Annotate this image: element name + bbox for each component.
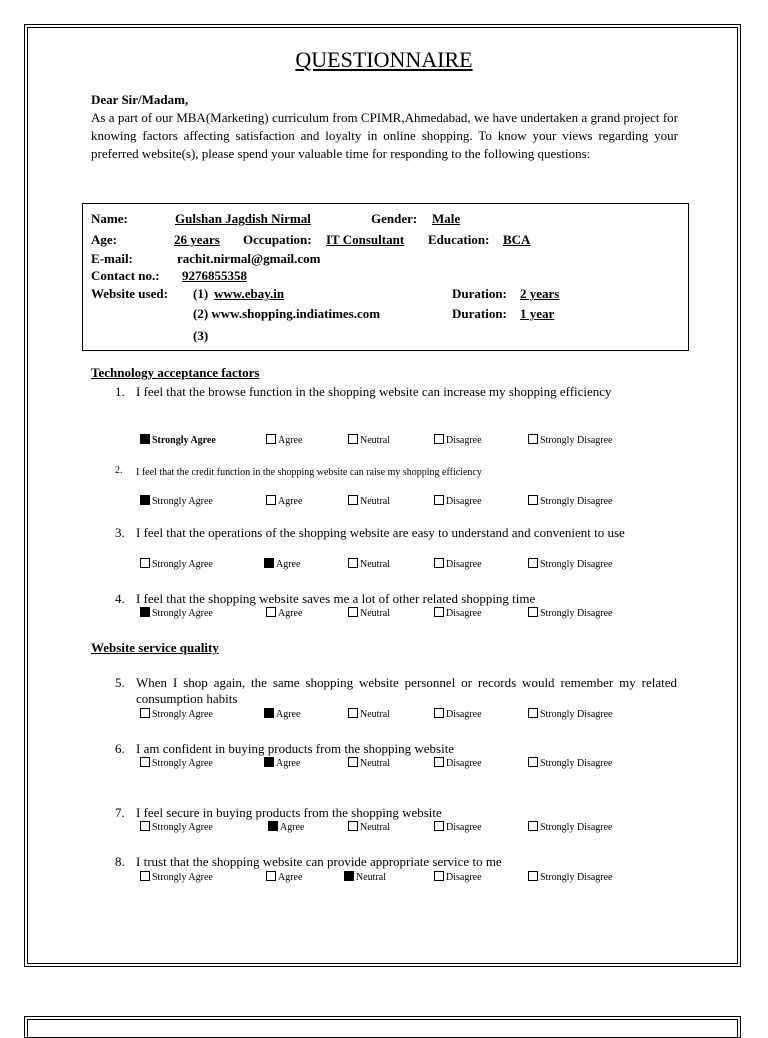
option-strongly-disagree[interactable]: [528, 708, 613, 720]
option-label: Agree: [278, 496, 303, 507]
checkbox[interactable]: [140, 871, 150, 881]
option-label: Strongly Agree: [152, 709, 213, 720]
option-label: Neutral: [360, 608, 390, 619]
age-label: Age:: [91, 232, 117, 247]
option-label: Strongly Disagree: [540, 758, 613, 769]
option-label: Neutral: [360, 758, 390, 769]
question-number: 3.: [115, 525, 125, 540]
option-strongly-disagree[interactable]: [528, 495, 613, 507]
option-label: Agree: [276, 709, 301, 720]
email-label: E-mail:: [91, 251, 133, 266]
occupation-label: Occupation:: [243, 232, 312, 247]
option-label: Agree: [280, 822, 305, 833]
option-disagree[interactable]: [434, 821, 482, 833]
option-agree[interactable]: [264, 558, 300, 570]
checkbox[interactable]: [344, 871, 354, 881]
site1-value: www.ebay.in: [214, 286, 285, 301]
email-value: rachit.nirmal@gmail.com: [177, 251, 321, 266]
option-strongly-disagree[interactable]: [528, 434, 613, 446]
site3-value: (3): [193, 328, 209, 343]
option-label: Neutral: [360, 709, 390, 720]
question-text: I feel that the shopping website saves me a lot of other related shopping time: [136, 591, 536, 606]
option-neutral[interactable]: [348, 708, 390, 720]
option-label: Strongly Agree: [152, 872, 213, 883]
option-agree[interactable]: [264, 708, 300, 720]
option-strongly-disagree[interactable]: [528, 757, 613, 769]
website-label: Website used:: [91, 286, 168, 301]
question-text: I feel that the operations of the shopping website are easy to understand and convenient to use: [136, 525, 625, 540]
checkbox[interactable]: [266, 434, 276, 444]
option-strongly-disagree[interactable]: [528, 821, 613, 833]
salutation: Dear Sir/Madam,: [91, 92, 189, 107]
option-agree[interactable]: [268, 821, 304, 833]
checkbox[interactable]: [140, 434, 150, 444]
gender-label: Gender:: [371, 211, 418, 226]
option-agree[interactable]: [266, 495, 302, 507]
option-label: Strongly Disagree: [540, 435, 613, 446]
option-label: Disagree: [446, 608, 482, 619]
checkbox[interactable]: [348, 708, 358, 718]
occupation-value: IT Consultant: [326, 232, 405, 247]
checkbox[interactable]: [140, 708, 150, 718]
option-strongly-agree[interactable]: [140, 821, 213, 833]
option-agree[interactable]: [264, 757, 300, 769]
next-page-border: [24, 1016, 741, 1038]
question-number: 7.: [115, 805, 125, 820]
checkbox[interactable]: [140, 607, 150, 617]
checkbox[interactable]: [434, 821, 444, 831]
option-label: Neutral: [360, 559, 390, 570]
page-title: QUESTIONNAIRE: [295, 47, 473, 72]
option-strongly-disagree[interactable]: [528, 558, 613, 570]
section-technology-acceptance: Technology acceptance factors: [91, 365, 260, 380]
checkbox[interactable]: [266, 871, 276, 881]
option-label: Strongly Disagree: [540, 608, 613, 619]
contact-value: 9276855358: [182, 268, 247, 283]
checkbox[interactable]: [434, 495, 444, 505]
option-strongly-agree[interactable]: [140, 871, 213, 883]
option-label: Strongly Agree: [152, 758, 213, 769]
checkbox[interactable]: [268, 821, 278, 831]
checkbox[interactable]: [266, 495, 276, 505]
checkbox[interactable]: [528, 821, 538, 831]
option-label: Neutral: [356, 872, 386, 883]
option-strongly-agree[interactable]: [140, 757, 213, 769]
option-disagree[interactable]: [434, 607, 482, 619]
education-label: Education:: [428, 232, 490, 247]
option-agree[interactable]: [266, 871, 302, 883]
gender-value: Male: [432, 211, 461, 226]
checkbox[interactable]: [264, 558, 274, 568]
checkbox[interactable]: [434, 708, 444, 718]
question-number: 1.: [115, 384, 125, 399]
option-strongly-agree[interactable]: [140, 708, 213, 720]
option-disagree[interactable]: [434, 558, 482, 570]
checkbox[interactable]: [348, 607, 358, 617]
checkbox[interactable]: [528, 558, 538, 568]
option-strongly-agree[interactable]: [140, 558, 213, 570]
option-strongly-disagree[interactable]: [528, 607, 613, 619]
duration1-value: 2 years: [520, 286, 560, 301]
option-label: Strongly Disagree: [540, 559, 613, 570]
question-number: 2.: [115, 465, 123, 476]
option-neutral[interactable]: [348, 757, 390, 769]
question-number: 4.: [115, 591, 125, 606]
question-number: 8.: [115, 854, 125, 869]
option-label: Disagree: [446, 435, 482, 446]
option-label: Strongly Agree: [152, 608, 213, 619]
option-disagree[interactable]: [434, 757, 482, 769]
question-text: I feel that the browse function in the shopping website can increase my shopping efficiency: [136, 384, 612, 399]
checkbox[interactable]: [348, 434, 358, 444]
checkbox[interactable]: [140, 821, 150, 831]
option-strongly-agree[interactable]: [140, 607, 213, 619]
option-neutral[interactable]: [344, 871, 386, 883]
option-label: Strongly Agree: [152, 559, 213, 570]
checkbox[interactable]: [264, 708, 274, 718]
option-neutral[interactable]: [348, 821, 390, 833]
duration2-value: 1 year: [520, 306, 555, 321]
checkbox[interactable]: [348, 757, 358, 767]
option-label: Agree: [278, 435, 303, 446]
checkbox[interactable]: [348, 558, 358, 568]
option-label: Strongly Agree: [152, 496, 213, 507]
option-label: Disagree: [446, 872, 482, 883]
checkbox[interactable]: [434, 607, 444, 617]
contact-label: Contact no.:: [91, 268, 160, 283]
question-number: 5.: [115, 675, 125, 690]
site2-value: (2) www.shopping.indiatimes.com: [193, 306, 381, 321]
option-neutral[interactable]: [348, 607, 390, 619]
option-disagree[interactable]: [434, 871, 482, 883]
checkbox[interactable]: [528, 495, 538, 505]
option-disagree[interactable]: [434, 434, 482, 446]
site1-number: (1): [193, 286, 209, 301]
option-agree[interactable]: [266, 434, 302, 446]
question-text: I am confident in buying products from the shopping website: [136, 741, 455, 756]
section-website-service-quality: Website service quality: [91, 640, 219, 655]
checkbox[interactable]: [528, 607, 538, 617]
option-label: Disagree: [446, 822, 482, 833]
checkbox[interactable]: [264, 757, 274, 767]
question-text: I trust that the shopping website can provide appropriate service to me: [136, 854, 502, 869]
duration1-label: Duration:: [452, 286, 507, 301]
checkbox[interactable]: [434, 434, 444, 444]
option-label: Neutral: [360, 435, 390, 446]
option-label: Strongly Agree: [152, 435, 216, 446]
option-label: Agree: [278, 608, 303, 619]
checkbox[interactable]: [434, 558, 444, 568]
question-text: I feel that the credit function in the shopping website can raise my shopping efficiency: [136, 467, 482, 478]
checkbox[interactable]: [528, 871, 538, 881]
checkbox[interactable]: [528, 434, 538, 444]
checkbox[interactable]: [348, 821, 358, 831]
checkbox[interactable]: [266, 607, 276, 617]
option-label: Strongly Agree: [152, 822, 213, 833]
question-text: I feel secure in buying products from the shopping website: [136, 805, 442, 820]
option-label: Disagree: [446, 559, 482, 570]
option-neutral[interactable]: [348, 558, 390, 570]
option-label: Agree: [276, 559, 301, 570]
question-text: When I shop again, the same shopping website personnel or records would remember my related consumption habits: [136, 675, 677, 706]
name-label: Name:: [91, 211, 128, 226]
checkbox[interactable]: [140, 495, 150, 505]
option-neutral[interactable]: [348, 434, 390, 446]
name-value: Gulshan Jagdish Nirmal: [175, 211, 311, 226]
option-label: Neutral: [360, 822, 390, 833]
checkbox[interactable]: [348, 495, 358, 505]
option-label: Strongly Disagree: [540, 496, 613, 507]
checkbox[interactable]: [528, 757, 538, 767]
option-strongly-agree[interactable]: [140, 434, 216, 446]
checkbox[interactable]: [140, 558, 150, 568]
option-label: Agree: [276, 758, 301, 769]
option-disagree[interactable]: [434, 495, 482, 507]
checkbox[interactable]: [140, 757, 150, 767]
option-strongly-disagree[interactable]: [528, 871, 613, 883]
checkbox[interactable]: [434, 757, 444, 767]
option-label: Disagree: [446, 758, 482, 769]
checkbox[interactable]: [528, 708, 538, 718]
question-number: 6.: [115, 741, 125, 756]
option-label: Disagree: [446, 709, 482, 720]
option-agree[interactable]: [266, 607, 302, 619]
education-value: BCA: [503, 232, 531, 247]
option-label: Neutral: [360, 496, 390, 507]
age-value: 26 years: [174, 232, 220, 247]
duration2-label: Duration:: [452, 306, 507, 321]
option-label: Strongly Disagree: [540, 822, 613, 833]
option-disagree[interactable]: [434, 708, 482, 720]
option-label: Strongly Disagree: [540, 872, 613, 883]
option-neutral[interactable]: [348, 495, 390, 507]
option-label: Strongly Disagree: [540, 709, 613, 720]
option-label: Disagree: [446, 496, 482, 507]
option-label: Agree: [278, 872, 303, 883]
checkbox[interactable]: [434, 871, 444, 881]
option-strongly-agree[interactable]: [140, 495, 213, 507]
intro-paragraph: As a part of our MBA(Marketing) curriculum from CPIMR,Ahmedabad, we have undertaken a grand project for knowing factors affecting satisfaction and loyalty in online shopping. To know your views regarding your preferred website(s), please spend your valuable time for responding to the following questions:: [91, 110, 678, 161]
